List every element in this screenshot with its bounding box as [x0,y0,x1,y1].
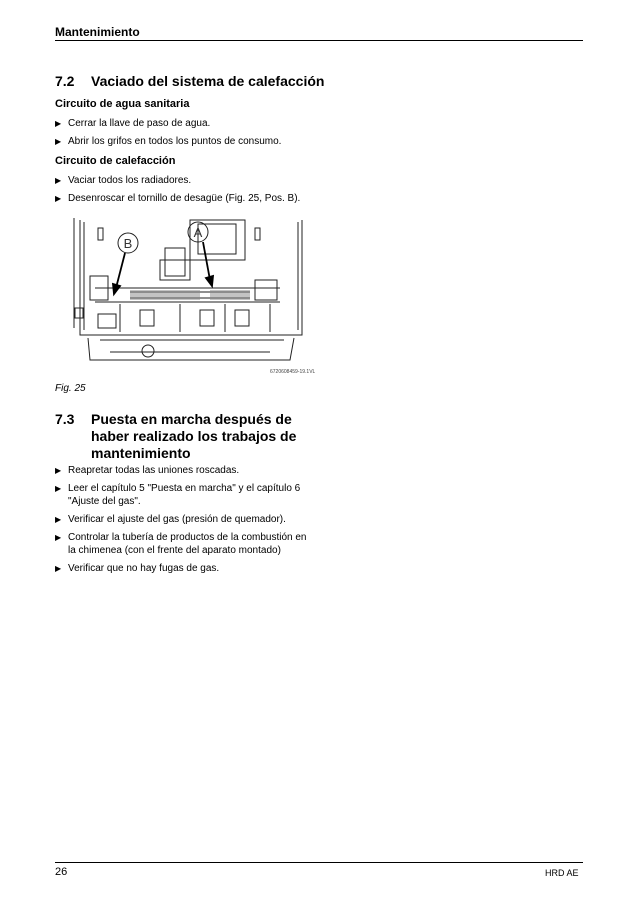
callout-a-label: A [193,225,203,240]
arrow-bullet-icon: ▶ [55,119,62,128]
gas-valve [165,248,185,276]
list-item: ▶ Leer el capítulo 5 "Puesta en marcha" y el capítulo 6 "Ajuste del gas". [55,483,301,507]
arrow-bullet-icon: ▶ [55,515,62,524]
running-header: Mantenimiento [55,25,140,39]
list-item: ▶ Abrir los grifos en todos los puntos de consumo. [55,136,282,147]
arrow-bullet-icon: ▶ [55,484,62,493]
arrow-bullet-icon: ▶ [55,564,62,573]
section-number: 7.3 [55,411,75,427]
boiler-drain-figure [70,210,315,380]
callout-a-arrow [203,242,210,280]
footer-model: HRD AE [545,868,579,878]
callout-b-arrow [116,253,125,288]
callout-b-label: B [123,236,133,251]
section-number: 7.2 [55,73,75,89]
page-number: 26 [55,866,68,878]
list-item: ▶ Cerrar la llave de paso de agua. [55,118,211,129]
arrow-bullet-icon: ▶ [55,176,62,185]
arrow-bullet-icon: ▶ [55,533,62,542]
sanitary-steps [55,117,315,153]
figure-caption: Fig. 25 [55,383,86,394]
boiler-casing [80,220,302,335]
list-item: ▶ Verificar el ajuste del gas (presión de quemador). [55,514,286,525]
list-item: ▶ Verificar que no hay fugas de gas. [55,563,220,574]
arrow-bullet-icon: ▶ [55,194,62,203]
arrow-bullet-icon: ▶ [55,137,62,146]
list-item: ▶ Controlar la tubería de productos de la combustión en la chimenea (con el frente del aparato montado) [55,532,307,556]
subheading-sanitary: Circuito de agua sanitaria [55,98,190,110]
section-title: Vaciado del sistema de calefacción [91,73,325,89]
header-rule [55,40,583,41]
startup-steps [55,464,315,580]
list-item: ▶ Reapretar todas las uniones roscadas. [55,465,240,476]
heating-steps [55,174,315,210]
arrow-bullet-icon: ▶ [55,466,62,475]
footer-rule [55,862,583,863]
section-title: Puesta en marcha después de haber realizado los trabajos de mantenimiento [91,411,297,461]
subheading-heating: Circuito de calefacción [55,155,176,167]
list-item: ▶ Desenroscar el tornillo de desagüe (Fig. 25, Pos. B). [55,193,301,204]
figure-reference-code: 6720608459-19.1VL [270,369,315,375]
list-item: ▶ Vaciar todos los radiadores. [55,175,192,186]
